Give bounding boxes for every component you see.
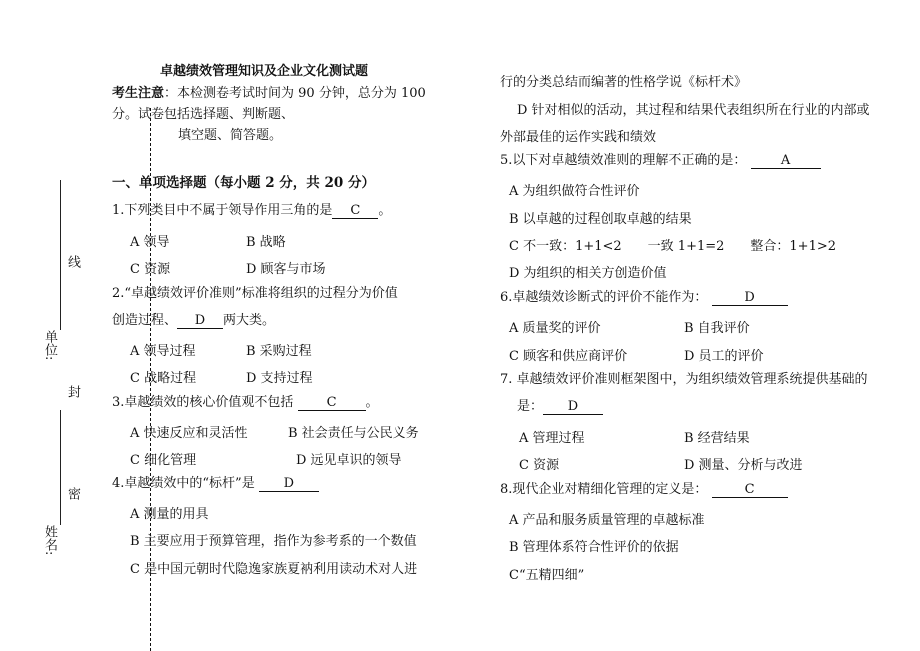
q1-option-b: B 战略 bbox=[246, 235, 286, 250]
name-label: 姓名: bbox=[42, 525, 57, 556]
q3-option-c: C 细化管理 bbox=[130, 453, 197, 468]
q6-option-b: B 自我评价 bbox=[684, 321, 750, 336]
q3-answer-blank[interactable]: C bbox=[298, 396, 366, 411]
q4-option-b: B 主要应用于预算管理，指作为参考系的一个数值 bbox=[130, 534, 417, 549]
q2-option-a: A 领导过程 bbox=[130, 344, 196, 359]
q4-option-d-cont: 外部最佳的运作实践和绩效 bbox=[500, 130, 657, 145]
q2-tail: 两大类。 bbox=[223, 313, 276, 328]
q6-option-a: A 质量奖的评价 bbox=[509, 321, 601, 336]
q7-option-d: D 测量、分析与改进 bbox=[684, 458, 803, 473]
binding-margin bbox=[0, 0, 110, 651]
notice-line-1 bbox=[112, 86, 426, 102]
q4-option-c-cont: 行的分类总结而编著的性格学说《标杆术》 bbox=[500, 75, 748, 90]
q3-stem-text: 3.卓越绩效的核心价值观不包括 bbox=[112, 395, 294, 410]
q2-option-d: D 支持过程 bbox=[246, 371, 313, 386]
q6-stem-text: 6.卓越绩效诊断式的评价不能作为： bbox=[500, 290, 708, 305]
q5-option-a: A 为组织做符合性评价 bbox=[509, 184, 640, 199]
q2-stem-line2 bbox=[112, 313, 275, 329]
q5-stem-text: 5.以下对卓越绩效准则的理解不正确的是： bbox=[500, 153, 747, 168]
q7-option-a: A 管理过程 bbox=[519, 431, 585, 446]
q5-option-d: D 为组织的相关方创造价值 bbox=[509, 266, 667, 281]
unit-underline bbox=[60, 180, 61, 330]
q7-option-c: C 资源 bbox=[519, 458, 560, 473]
q2-stem-text2: 创造过程、 bbox=[112, 313, 178, 328]
q7-stem-text2: 是： bbox=[517, 399, 544, 414]
seal-char-seal: 封 bbox=[65, 385, 80, 398]
notice-text-1: ：本检测卷考试时间为 90 分钟，总分为 100 bbox=[164, 86, 426, 101]
page-title: 卓越绩效管理知识及企业文化测试题 bbox=[160, 64, 369, 79]
q5-option-b: B 以卓越的过程创取卓越的结果 bbox=[509, 212, 692, 227]
section-1-title: 一、单项选择题（每小题 2 分，共 20 分） bbox=[112, 175, 375, 191]
q7-stem-line2 bbox=[517, 399, 603, 415]
seal-char-line: 线 bbox=[65, 255, 80, 268]
q2-option-c: C 战略过程 bbox=[130, 371, 197, 386]
unit-label: 单位: bbox=[42, 330, 57, 361]
q8-option-a: A 产品和服务质量管理的卓越标准 bbox=[509, 513, 705, 528]
q6-option-d: D 员工的评价 bbox=[684, 349, 764, 364]
q4-stem bbox=[112, 476, 319, 492]
q1-option-c: C 资源 bbox=[130, 262, 171, 277]
q5-stem bbox=[500, 153, 821, 169]
q7-stem: 7. 卓越绩效评价准则框架图中，为组织绩效管理系统提供基础的 bbox=[500, 372, 868, 387]
name-underline bbox=[60, 410, 61, 525]
q8-answer-blank[interactable]: C bbox=[712, 483, 788, 498]
q8-option-b: B 管理体系符合性评价的依据 bbox=[509, 540, 679, 555]
q4-option-a: A 测量的用具 bbox=[130, 507, 209, 522]
q1-tail: 。 bbox=[378, 203, 392, 218]
q5-answer-blank[interactable]: A bbox=[751, 154, 821, 169]
q8-stem bbox=[500, 482, 788, 498]
q1-stem bbox=[112, 203, 391, 219]
q6-answer-blank[interactable]: D bbox=[712, 291, 788, 306]
q2-answer-blank[interactable]: D bbox=[177, 314, 223, 329]
q5-option-c: C 不一致：1+1<2 一致 1+1=2 整合：1+1>2 bbox=[509, 239, 837, 254]
q3-stem bbox=[112, 395, 379, 411]
q4-stem-text: 4.卓越绩效中的“标杆”是 bbox=[112, 476, 255, 491]
q3-option-d: D 远见卓识的领导 bbox=[296, 453, 402, 468]
q1-answer-blank[interactable]: C bbox=[332, 204, 378, 219]
q7-answer-blank[interactable]: D bbox=[543, 400, 603, 415]
notice-line-3: 填空题、简答题。 bbox=[178, 128, 283, 143]
q8-stem-text: 8.现代企业对精细化管理的定义是： bbox=[500, 482, 708, 497]
q3-option-b: B 社会责任与公民义务 bbox=[288, 426, 419, 441]
q4-answer-blank[interactable]: D bbox=[259, 477, 319, 492]
q6-stem bbox=[500, 290, 788, 306]
notice-line-2: 分。试卷包括选择题、判断题、 bbox=[112, 107, 295, 122]
q7-option-b: B 经营结果 bbox=[684, 431, 750, 446]
q1-option-d: D 顾客与市场 bbox=[246, 262, 326, 277]
q4-option-d: D 针对相似的活动，其过程和结果代表组织所在行业的内部或 bbox=[517, 103, 870, 118]
q1-option-a: A 领导 bbox=[130, 235, 170, 250]
q6-option-c: C 顾客和供应商评价 bbox=[509, 349, 628, 364]
q2-stem: 2.“卓越绩效评价准则”标准将组织的过程分为价值 bbox=[112, 286, 398, 301]
q1-stem-text: 1.下列类目中不属于领导作用三角的是 bbox=[112, 203, 333, 218]
seal-char-secret: 密 bbox=[65, 487, 80, 500]
q4-option-c: C 是中国元朝时代隐逸家族夏衲利用读动术对人进 bbox=[130, 562, 418, 577]
q3-tail: 。 bbox=[365, 395, 379, 410]
q2-option-b: B 采购过程 bbox=[246, 344, 312, 359]
q8-option-c: C“五精四细” bbox=[509, 568, 585, 583]
q3-option-a: A 快速反应和灵活性 bbox=[130, 426, 248, 441]
notice-label: 考生注意 bbox=[112, 86, 165, 101]
